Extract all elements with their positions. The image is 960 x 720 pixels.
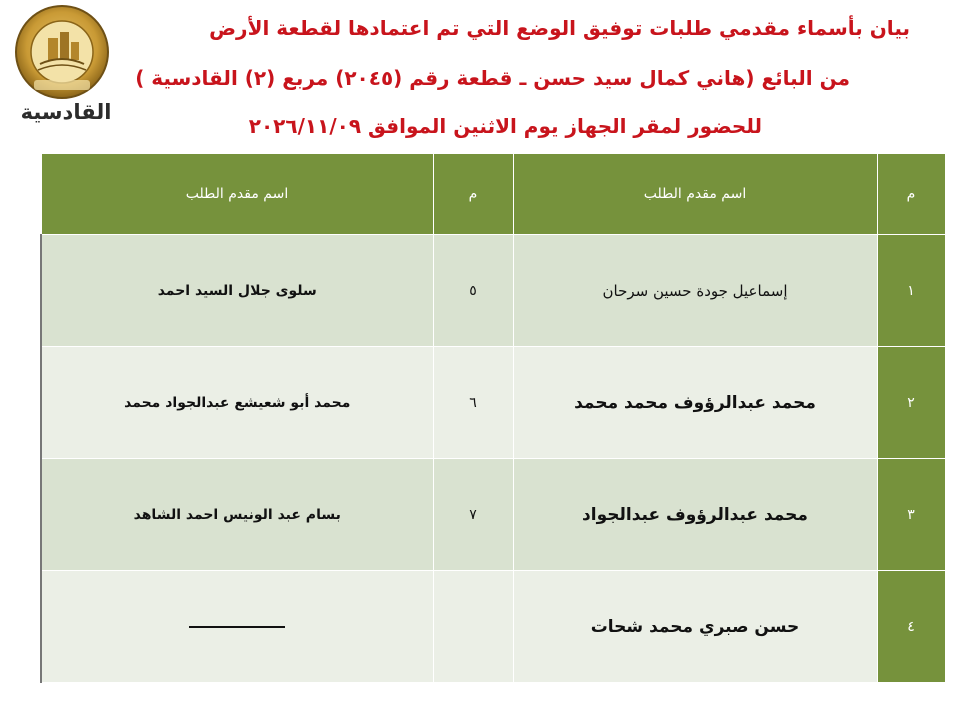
applicant-name: محمد أبو شعيشع عبدالجواد محمد	[41, 347, 433, 459]
row-number: ١	[877, 235, 945, 347]
table-row	[41, 571, 945, 683]
applicant-name: حسن صبري محمد شحات	[513, 571, 877, 683]
row-number: ٢	[877, 347, 945, 459]
table-row	[41, 347, 945, 459]
row-number: ٦	[433, 347, 513, 459]
logo-caption: القادسية	[20, 100, 112, 124]
row-number: ٧	[433, 459, 513, 571]
header-num-right: م	[877, 154, 945, 235]
applicant-name: سلوى جلال السيد احمد	[41, 235, 433, 347]
header-name-right: اسم مقدم الطلب	[513, 154, 877, 235]
row-number	[433, 571, 513, 683]
applicant-name: محمد عبدالرؤوف عبدالجواد	[513, 459, 877, 571]
applicants-table	[40, 153, 946, 683]
applicant-name: بسام عبد الونيس احمد الشاهد	[41, 459, 433, 571]
table-row	[41, 459, 945, 571]
dash-placeholder	[189, 626, 285, 628]
row-number: ٤	[877, 571, 945, 683]
title-line-1: بيان بأسماء مقدمي طلبات توفيق الوضع التي تم اعتمادها لقطعة الأرض	[209, 16, 910, 40]
title-line-3: للحضور لمقر الجهاز يوم الاثنين الموافق ٢٠٢٦/١١/٠٩	[248, 114, 762, 138]
logo-emblem-icon	[4, 4, 120, 100]
header-num-left: م	[433, 154, 513, 235]
header-name-left: اسم مقدم الطلب	[41, 154, 433, 235]
row-number: ٥	[433, 235, 513, 347]
table-row	[41, 235, 945, 347]
row-number: ٣	[877, 459, 945, 571]
applicant-name: محمد عبدالرؤوف محمد محمد	[513, 347, 877, 459]
agency-logo	[4, 4, 120, 134]
applicant-name: إسماعيل جودة حسين سرحان	[513, 235, 877, 347]
empty-name-cell	[41, 571, 433, 683]
title-line-2: من البائع (هاني كمال سيد حسن ـ قطعة رقم (٢٠٤٥) مربع (٢) القادسية )	[135, 66, 850, 90]
table-header-row	[41, 154, 945, 235]
